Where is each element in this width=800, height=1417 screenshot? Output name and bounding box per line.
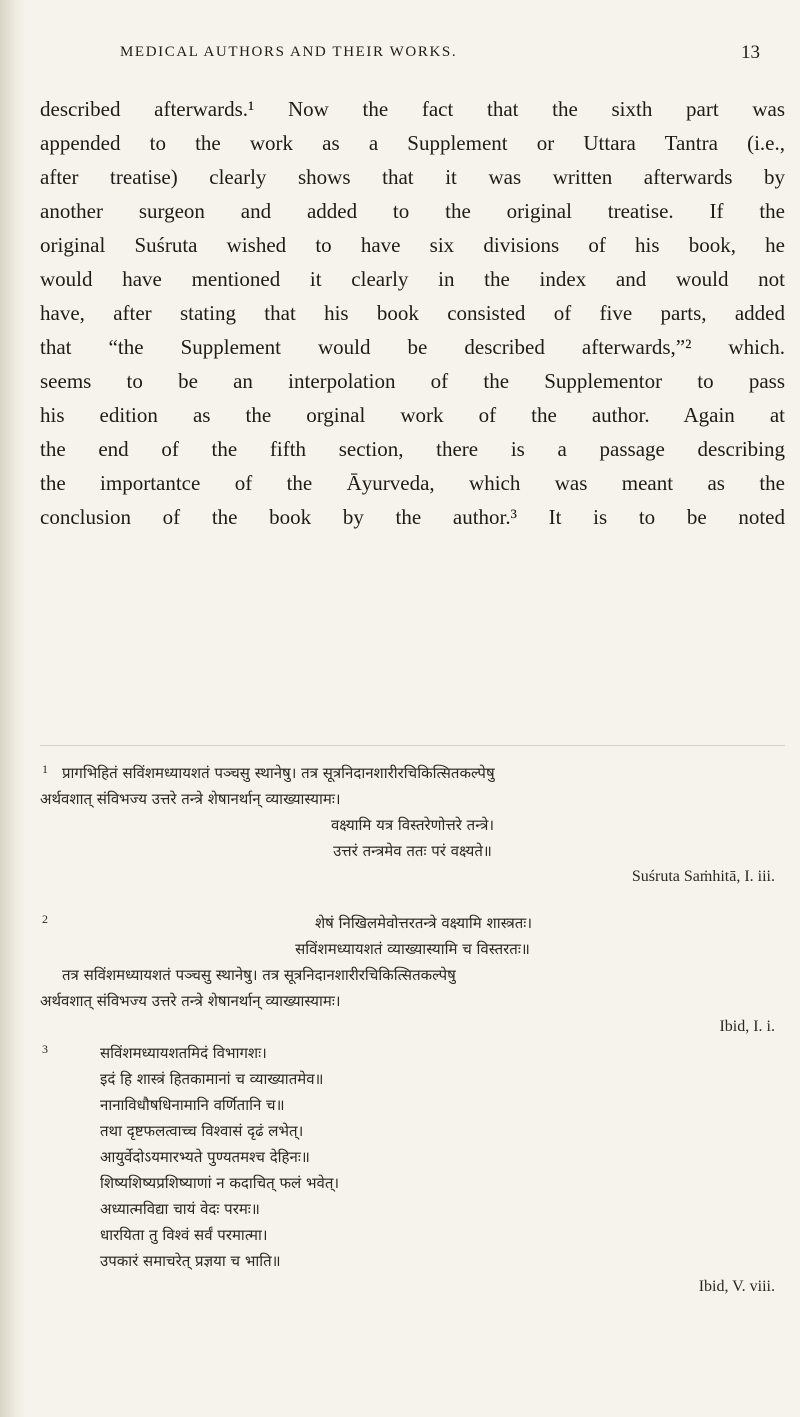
footnote-number: 3 bbox=[42, 1042, 48, 1056]
running-head: MEDICAL AUTHORS AND THEIR WORKS. bbox=[120, 44, 458, 60]
sanskrit-verse: सविंशमध्यायशतं व्याख्यास्यामि च विस्तरतः॥ bbox=[295, 940, 530, 958]
sanskrit-verse: अध्यात्मविद्या चायं वेदः परमः॥ bbox=[100, 1200, 260, 1218]
sanskrit-verse: इदं हि शास्त्रं हितकामानां च व्याख्यातमेव॥ bbox=[100, 1070, 324, 1088]
sanskrit-verse: उपकारं समाचरेत् प्रज्ञया च भाति॥ bbox=[100, 1252, 281, 1270]
body-line: original Suśruta wished to have six divisions of his book, he bbox=[40, 233, 785, 257]
footnote-reference: Ibid, I. i. bbox=[719, 1018, 775, 1035]
sanskrit-verse: उत्तरं तन्त्रमेव ततः परं वक्ष्यते॥ bbox=[333, 842, 492, 860]
sanskrit-line: तत्र सविंशमध्यायशतं पञ्चसु स्थानेषु। तत्र सूत्रनिदानशारीरचिकित्सितकल्पेषु bbox=[62, 966, 456, 984]
sanskrit-verse: तथा दृष्टफलत्वाच्च विश्वासं दृढं लभेत्। bbox=[100, 1122, 304, 1140]
body-line: have, after stating that his book consisted of five parts, added bbox=[40, 301, 785, 325]
footnote-2 bbox=[40, 910, 785, 1040]
sanskrit-verse: धारयिता तु विश्वं सर्वं परमात्मा। bbox=[100, 1226, 268, 1244]
footnote-3 bbox=[40, 1040, 785, 1360]
page-header bbox=[0, 44, 800, 68]
page-gutter-shadow bbox=[0, 0, 26, 1417]
body-line: the end of the fifth section, there is a passage describing bbox=[40, 437, 785, 461]
sanskrit-verse: आयुर्वेदोऽयमारभ्यते पुण्यतमश्च देहिनः॥ bbox=[100, 1148, 310, 1166]
body-line: another surgeon and added to the original treatise. If the bbox=[40, 199, 785, 223]
sanskrit-verse: वक्ष्यामि यत्र विस्तरेणोत्तरे तन्त्रे। bbox=[330, 816, 495, 834]
body-text bbox=[40, 92, 785, 534]
body-line: would have mentioned it clearly in the index and would not bbox=[40, 267, 785, 291]
footnote-divider bbox=[40, 745, 785, 746]
footnote-number: 2 bbox=[42, 912, 48, 926]
footnotes bbox=[40, 760, 785, 1360]
footnote-reference: Suśruta Saṁhitā, I. iii. bbox=[631, 868, 775, 885]
body-line: conclusion of the book by the author.³ It is to be noted bbox=[40, 505, 785, 529]
sanskrit-verse: शिष्यशिष्यप्रशिष्याणां न कदाचित् फलं भवेत्। bbox=[100, 1174, 340, 1192]
body-line: the importantce of the Āyurveda, which was meant as the bbox=[40, 471, 785, 495]
sanskrit-verse: नानाविधौषधिनामानि वर्णितानि च॥ bbox=[100, 1096, 285, 1114]
body-line: his edition as the orginal work of the author. Again at bbox=[40, 403, 785, 427]
sanskrit-verse: शेषं निखिलमेवोत्तरतन्त्रे वक्ष्यामि शास्त्रतः। bbox=[314, 914, 533, 932]
body-line: described afterwards.¹ Now the fact that the sixth part was bbox=[40, 97, 785, 121]
page-number: 13 bbox=[741, 42, 760, 63]
footnote-1 bbox=[40, 760, 785, 910]
body-line: after treatise) clearly shows that it was written afterwards by bbox=[40, 165, 785, 189]
sanskrit-line: प्रागभिहितं सविंशमध्यायशतं पञ्चसु स्थानेषु। तत्र सूत्रनिदानशारीरचिकित्सितकल्पेषु bbox=[62, 764, 495, 782]
sanskrit-line: अर्थवशात् संविभज्य उत्तरे तन्त्रे शेषानर्थान् व्याख्यास्यामः। bbox=[40, 992, 341, 1010]
sanskrit-verse: सविंशमध्यायशतमिदं विभागशः। bbox=[100, 1044, 267, 1062]
footnote-number: 1 bbox=[42, 762, 48, 776]
footnote-reference: Ibid, V. viii. bbox=[698, 1278, 775, 1295]
body-line: that “the Supplement would be described afterwards,”² which. bbox=[40, 335, 785, 359]
body-line: seems to be an interpolation of the Supplementor to pass bbox=[40, 369, 785, 393]
body-line: appended to the work as a Supplement or Uttara Tantra (i.e., bbox=[40, 131, 785, 155]
sanskrit-line: अर्थवशात् संविभज्य उत्तरे तन्त्रे शेषानर्थान् व्याख्यास्यामः। bbox=[40, 790, 341, 808]
